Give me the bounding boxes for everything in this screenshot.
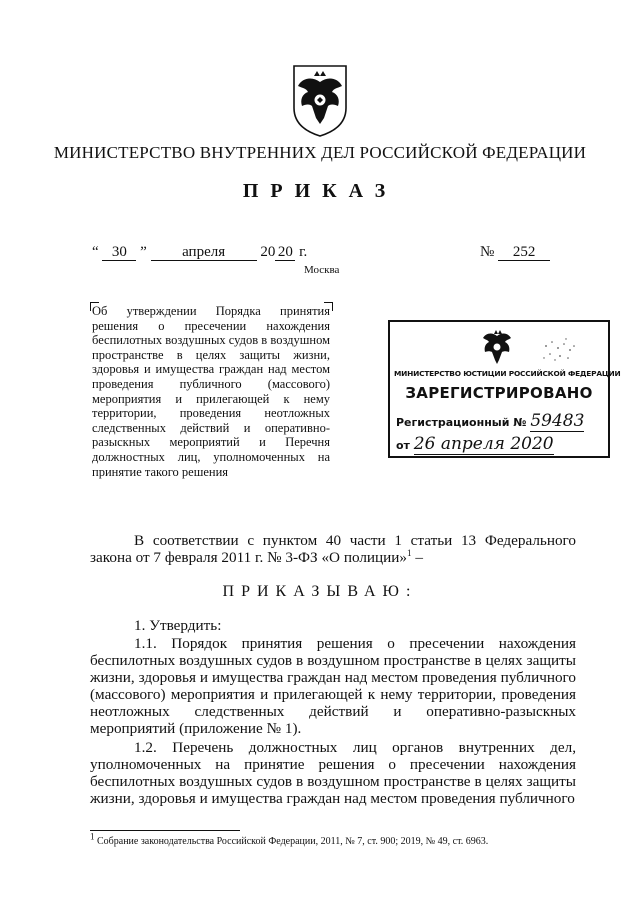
stamp-reg-label: Регистрационный № bbox=[396, 416, 527, 429]
footnote bbox=[90, 831, 489, 847]
date-close-quote: ” bbox=[140, 244, 147, 260]
date-year-prefix: 20 bbox=[260, 244, 276, 260]
preamble-text: В соответствии с пунктом 40 части 1 статьи 13 Федерального закона от 7 февраля 2011 г. № 3-ФЗ «О полиции» bbox=[90, 532, 576, 566]
footnote-divider bbox=[90, 830, 240, 831]
registration-stamp bbox=[388, 320, 621, 458]
item-1: 1. Утвердить: bbox=[134, 617, 222, 634]
order-number bbox=[480, 244, 550, 261]
order-subject: Об утверждении Порядка принятия решения о пресечении нахождения беспилотных воздушных судов в воздушном пространстве в целях защиты жизни, здоровья и имущества граждан над местом проведения публичного (массового) мероприятия и прилегающей к нему территории, проведения неотложных следственных действий и оперативно-разыскных мероприятий и Перечня должностных лиц, уполномоченных на принятие такого решения bbox=[92, 304, 330, 479]
number-sign: № bbox=[480, 244, 495, 260]
preamble-end: – bbox=[411, 549, 423, 566]
date-month: апреля bbox=[151, 244, 257, 261]
date-year-suffix: 20 bbox=[275, 244, 295, 261]
preamble-footnote-mark: 1 bbox=[407, 547, 412, 558]
footnote-text: Собрание законодательства Российской Федерации, 2011, № 7, ст. 900; 2019, № 49, ст. 6963. bbox=[94, 836, 489, 847]
stamp-reg-line bbox=[396, 411, 584, 431]
state-emblem-icon bbox=[290, 62, 350, 138]
order-word: ПРИКАЗЫВАЮ: bbox=[222, 583, 418, 600]
footnote-mark: 1 bbox=[90, 831, 95, 842]
stamp-date-value: 26 апреля 2020 bbox=[413, 434, 554, 454]
document-type: ПРИКАЗ bbox=[242, 180, 398, 202]
date-day: 30 bbox=[102, 244, 136, 261]
number-value: 252 bbox=[498, 244, 550, 261]
stamp-registered: ЗАРЕГИСТРИРОВАНО bbox=[405, 384, 593, 402]
date-open-quote: “ bbox=[92, 244, 99, 260]
stamp-date-line bbox=[396, 434, 554, 454]
stamp-ministry: МИНИСТЕРСТВО ЮСТИЦИИ РОССИЙСКОЙ ФЕДЕРАЦИИ bbox=[394, 369, 621, 378]
stamp-emblem-icon bbox=[480, 328, 514, 368]
item-1-2: 1.2. Перечень должностных лиц органов внутренних дел, уполномоченных на принятие решения о пресечении нахождения беспилотных воздушных судов в воздушном пространстве в целях защиты жизни, здоровья и имущества граждан над местом проведения публичного bbox=[90, 739, 576, 807]
order-date bbox=[92, 244, 307, 261]
item-1-1: 1.1. Порядок принятия решения о пресечении нахождения беспилотных воздушных судов в воздушном пространстве в целях защиты жизни, здоровья и имущества граждан над местом проведения публичного (массового) мероприятия и прилегающей к нему территории, проведения неотложных следственных действий и оперативно-разыскных мероприятий (приложение № 1). bbox=[90, 635, 576, 737]
date-year-unit: г. bbox=[299, 244, 308, 260]
city: Москва bbox=[304, 264, 340, 276]
preamble bbox=[90, 532, 576, 566]
stamp-speckle-icon bbox=[540, 336, 580, 366]
stamp-date-label: от bbox=[396, 439, 410, 452]
ministry-title: МИНИСТЕРСТВО ВНУТРЕННИХ ДЕЛ РОССИЙСКОЙ ФЕДЕРАЦИИ bbox=[53, 143, 587, 162]
stamp-reg-number: 59483 bbox=[530, 411, 585, 431]
